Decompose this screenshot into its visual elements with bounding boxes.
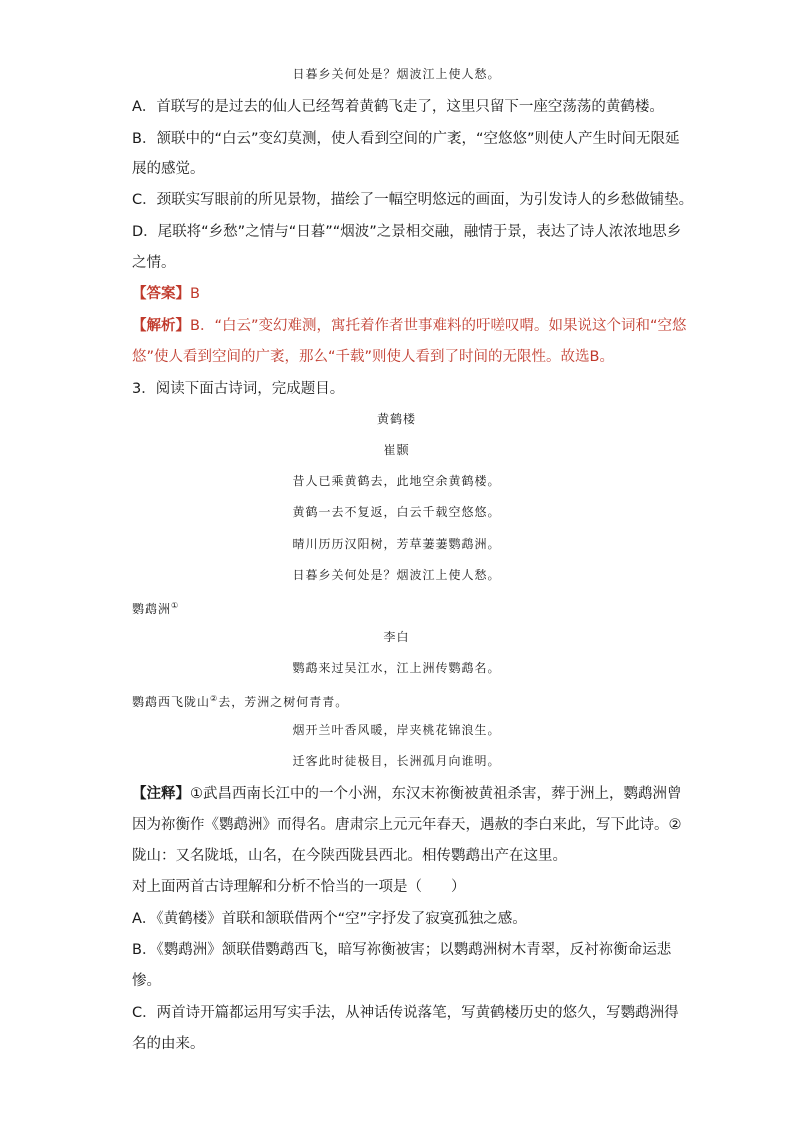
analysis-text: B．“白云”变幻难测，寓托着作者世事难料的吁嗟叹喟。如果说这个词和“空悠 bbox=[190, 318, 687, 334]
option-d: D．尾联将“乡愁”之情与“日暮”“烟波”之景相交融，融情于景，表达了诗人浓浓地思乡 bbox=[132, 224, 682, 240]
poem-line: 迁客此时徒极目，长洲孤月向谁明。 bbox=[292, 754, 501, 768]
notes-text: ①武昌西南长江中的一个小洲，东汉末祢衡被黄祖杀害，葬于洲上，鹦鹉洲曾 bbox=[190, 786, 682, 802]
notes-label: 【注释】 bbox=[132, 786, 190, 802]
option-c: C．两首诗开篇都运用写实手法，从神话传说落笔，写黄鹤楼历史的悠久，写鹦鹉洲得 bbox=[132, 1005, 679, 1021]
poem-title: 黄鹤楼 bbox=[376, 412, 416, 426]
notes-line-cont: 陇山：又名陇坻，山名，在今陕西陇县西北。相传鹦鹉出产在这里。 bbox=[132, 848, 567, 864]
poem-line: 晴川历历汉阳树，芳草萋萋鹦鹉洲。 bbox=[292, 537, 501, 551]
option-b: B．颔联中的“白云”变幻莫测，使人看到空间的广袤，“空悠悠”则使人产生时间无限延 bbox=[132, 131, 680, 147]
analysis-label: 【解析】 bbox=[132, 318, 190, 334]
poem-line: 鹦鹉来过吴江水，江上洲传鹦鹉名。 bbox=[292, 661, 501, 675]
option-a: A．《黄鹤楼》首联和颔联借两个“空”字抒发了寂寞孤独之感。 bbox=[132, 911, 527, 927]
notes-line-cont: 因为祢衡作《鹦鹉洲》而得名。唐肃宗上元元年春天，遇赦的李白来此，写下此诗。② bbox=[132, 817, 682, 833]
footnote-marker: ① bbox=[171, 601, 180, 610]
answer-line bbox=[132, 284, 200, 304]
poem-line-part: 鹦鹉西飞陇山 bbox=[132, 695, 211, 709]
option-b-cont: 展的感觉。 bbox=[132, 161, 205, 177]
option-c-cont: 名的由来。 bbox=[132, 1036, 205, 1052]
notes-line bbox=[132, 784, 682, 804]
poem-author: 李白 bbox=[383, 630, 410, 644]
poem-line: 日暮乡关何处是？烟波江上使人愁。 bbox=[292, 568, 501, 582]
poem-title bbox=[132, 597, 179, 618]
footnote-marker: ② bbox=[210, 694, 219, 703]
analysis-line bbox=[132, 316, 686, 336]
poem-line: 黄鹤一去不复返，白云千载空悠悠。 bbox=[292, 505, 501, 519]
answer-label: 【答案】 bbox=[132, 286, 190, 302]
answer-value: B bbox=[190, 286, 200, 302]
poem-line: 昔人已乘黄鹤去，此地空余黄鹤楼。 bbox=[292, 474, 501, 488]
option-b: B．《鹦鹉洲》颔联借鹦鹉西飞，暗写祢衡被害；以鹦鹉洲树木青翠，反衬祢衡命运悲 bbox=[132, 942, 672, 958]
poem-line bbox=[132, 690, 348, 711]
option-d-cont: 之情。 bbox=[132, 255, 176, 271]
option-c: C．颈联实写眼前的所见景物，描绘了一幅空明悠远的画面，为引发诗人的乡愁做铺垫。 bbox=[132, 192, 694, 208]
option-b-cont: 惨。 bbox=[132, 973, 161, 989]
poem-title-text: 鹦鹉洲 bbox=[132, 602, 172, 616]
poem-line-part: 去，芳洲之树何青青。 bbox=[218, 695, 349, 709]
analysis-line-cont: 悠”使人看到空间的广袤，那么“千载”则使人看到了时间的无限性。故选B。 bbox=[132, 349, 614, 365]
option-a: A．首联写的是过去的仙人已经驾着黄鹤飞走了，这里只留下一座空荡荡的黄鹤楼。 bbox=[132, 99, 664, 115]
question-stem: 3．阅读下面古诗词，完成题目。 bbox=[132, 381, 345, 397]
question-text: 对上面两首古诗理解和分析不恰当的一项是（ ） bbox=[132, 879, 466, 895]
poem-author: 崔颢 bbox=[383, 443, 410, 457]
poem-line: 烟开兰叶香风暖，岸夹桃花锦浪生。 bbox=[292, 723, 501, 737]
poem-line: 日暮乡关何处是？烟波江上使人愁。 bbox=[292, 67, 501, 81]
